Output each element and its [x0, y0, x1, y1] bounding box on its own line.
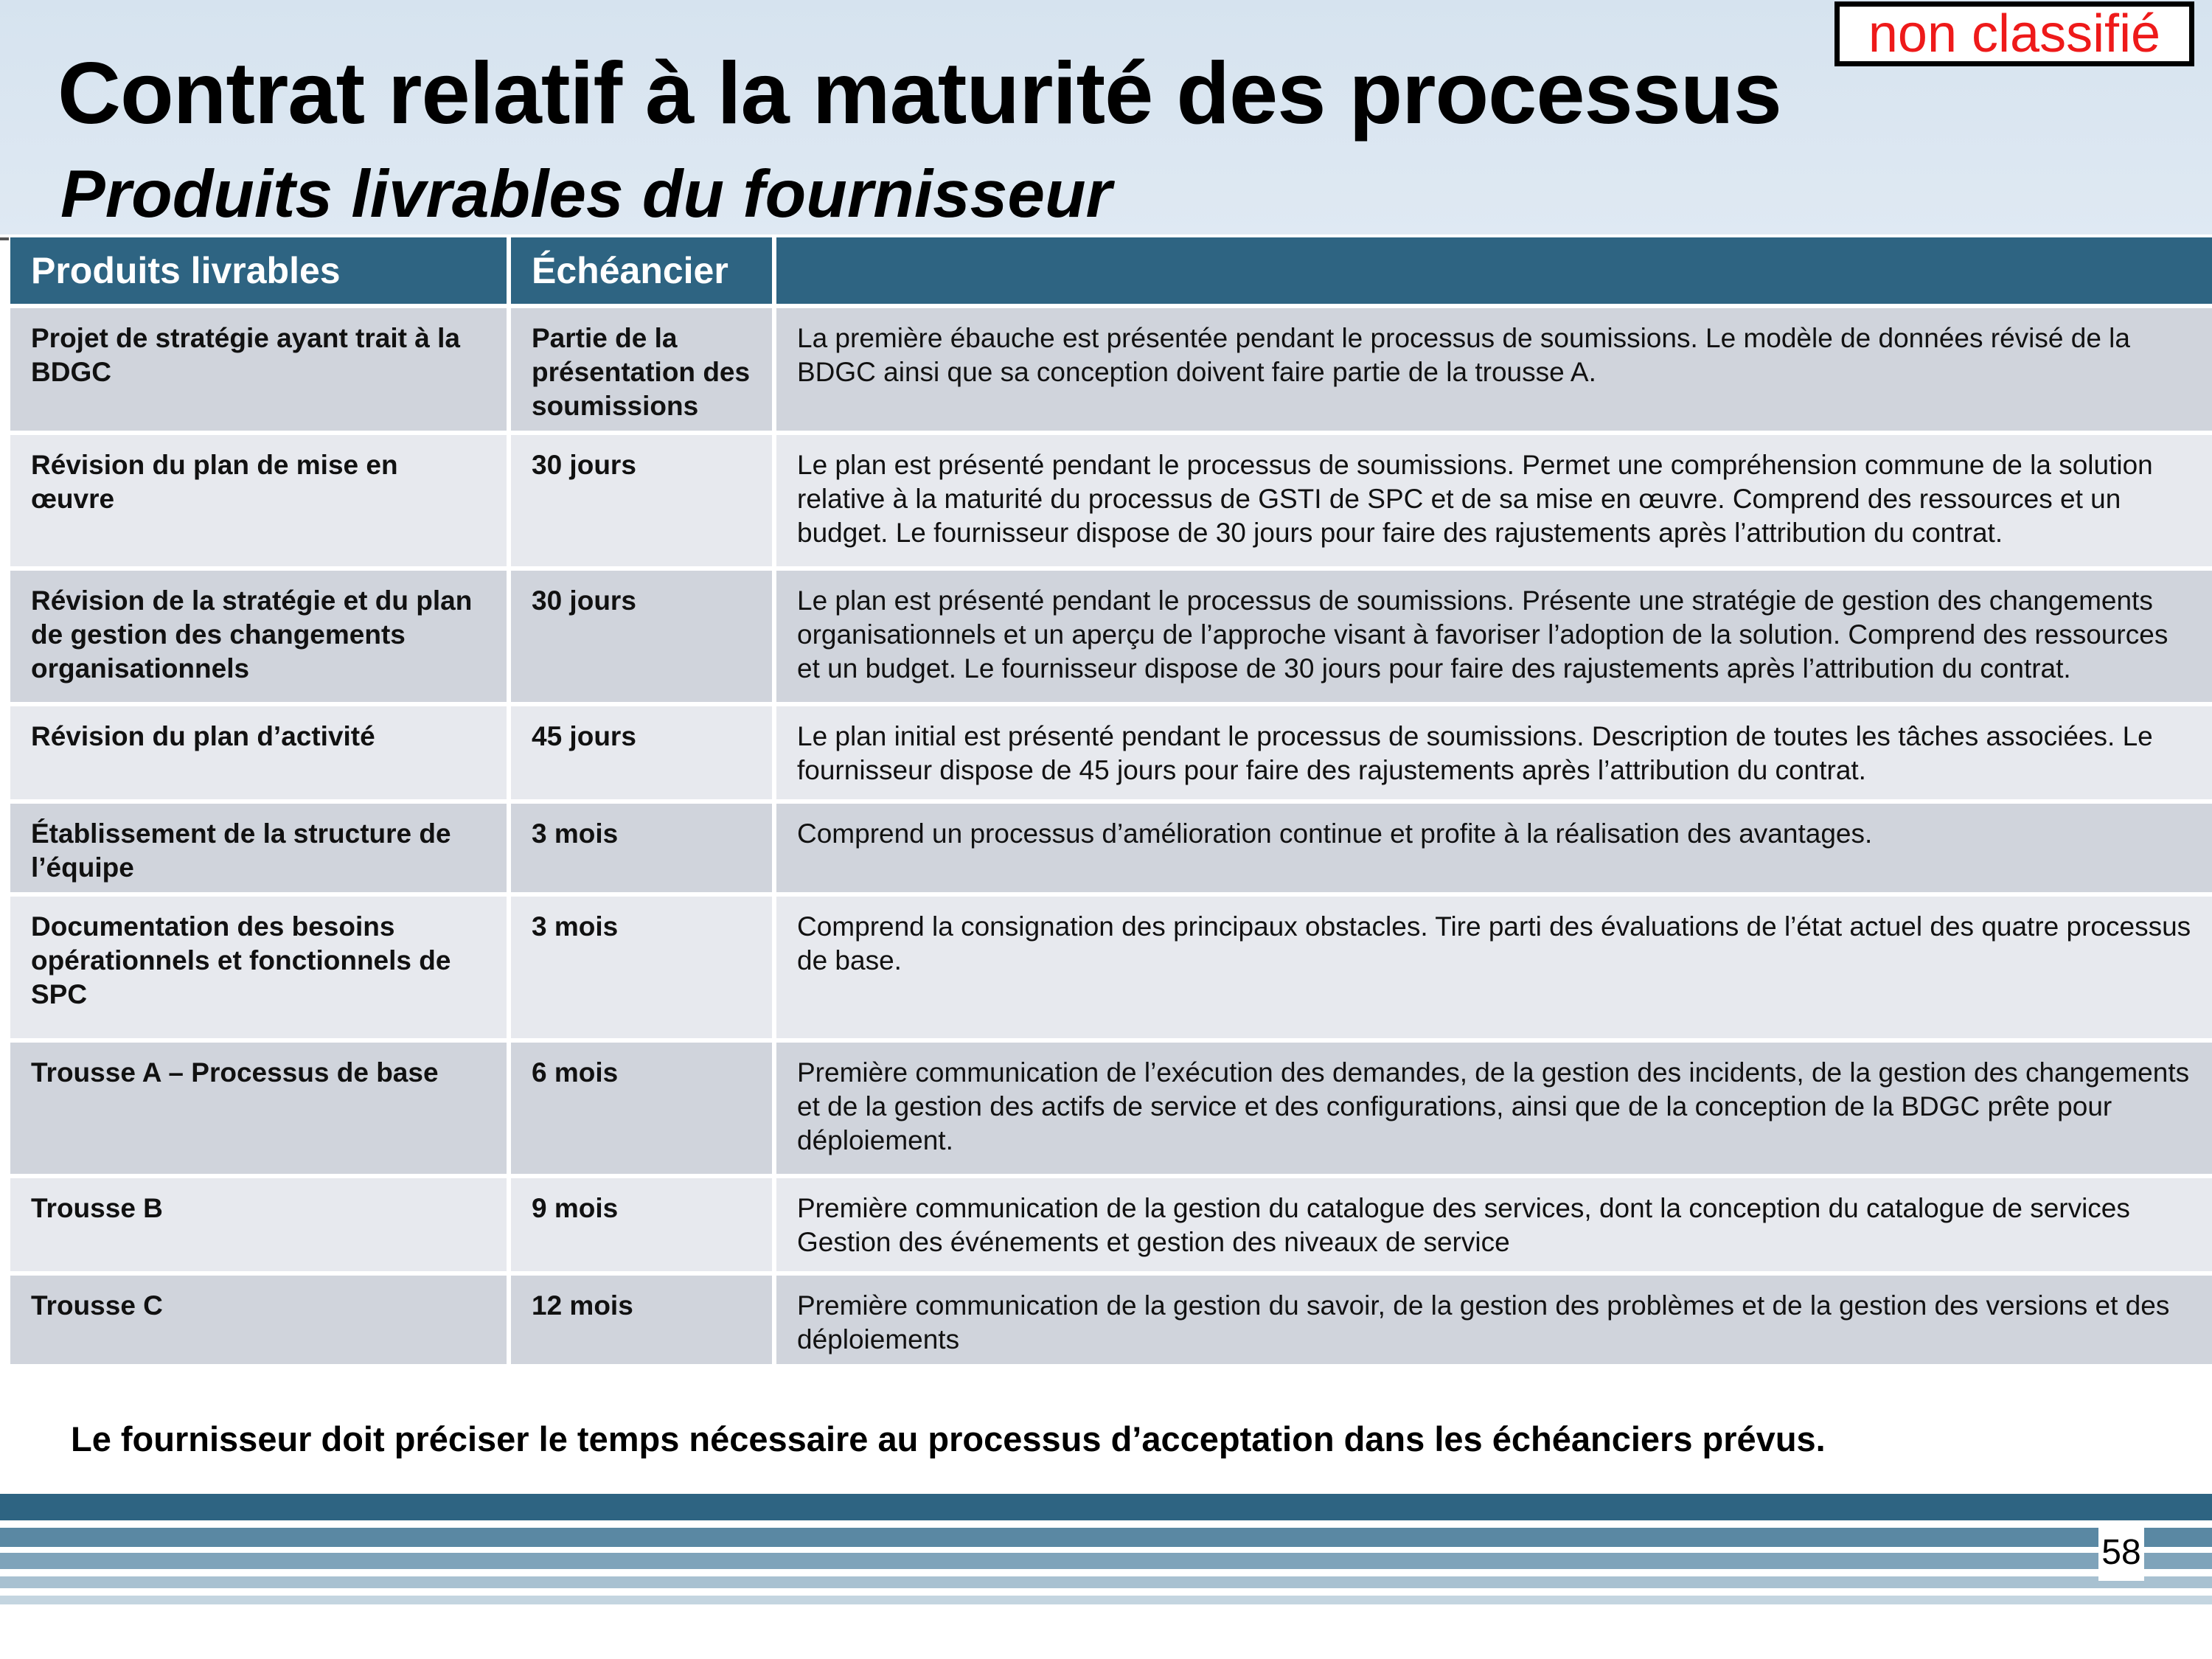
- footer-note: Le fournisseur doit préciser le temps nécessaire au processus d’acceptation dans les échéanciers prévus.: [71, 1419, 1826, 1458]
- deliverable-description: Première communication de l’exécution des demandes, de la gestion des incidents, de la gestion des changements et de la gestion des actifs de service et des configurations, ainsi que de la conception de la BDGC prête pour déploiement.: [774, 1040, 2212, 1176]
- deliverable-description: Comprend un processus d’amélioration continue et profite à la réalisation des avantages.: [774, 801, 2212, 894]
- table-row: [10, 433, 2212, 568]
- deliverable-description: Le plan est présenté pendant le processus de soumissions. Permet une compréhension commune de la solution relative à la maturité du processus de GSTI de SPC et de sa mise en œuvre. Comprend des ressources et un budget. Le fournisseur dispose de 30 jours pour faire des rajustements après l’attribution du contrat.: [774, 433, 2212, 568]
- deliverable-name: Révision du plan de mise en œuvre: [10, 433, 509, 568]
- footer-stripe-light: [0, 1553, 2212, 1569]
- table-header-row: [10, 237, 2212, 306]
- deliverable-description: Le plan initial est présenté pendant le processus de soumissions. Description de toutes les tâches associées. Le fournisseur dispose de 45 jours pour faire des rajustements après l’attribution du contrat.: [774, 704, 2212, 801]
- table-row: [10, 1176, 2212, 1273]
- deliverable-schedule: 12 mois: [509, 1273, 774, 1366]
- deliverable-name: Documentation des besoins opérationnels et fonctionnels de SPC: [10, 894, 509, 1040]
- deliverable-name: Projet de stratégie ayant trait à la BDGC: [10, 306, 509, 433]
- table-row: [10, 306, 2212, 433]
- header-deliverables: Produits livrables: [10, 237, 509, 306]
- table-row: [10, 1040, 2212, 1176]
- header-schedule: Échéancier: [509, 237, 774, 306]
- deliverable-schedule: 3 mois: [509, 894, 774, 1040]
- deliverables-table-container: [10, 237, 2212, 1368]
- deliverable-schedule: 30 jours: [509, 433, 774, 568]
- classification-badge: non classifié: [1834, 1, 2194, 66]
- table-row: [10, 801, 2212, 894]
- deliverable-schedule: 3 mois: [509, 801, 774, 894]
- deliverable-name: Trousse A – Processus de base: [10, 1040, 509, 1176]
- deliverable-schedule: 30 jours: [509, 568, 774, 704]
- page-title: Contrat relatif à la maturité des processus: [58, 44, 1781, 142]
- deliverable-description: Première communication de la gestion du savoir, de la gestion des problèmes et de la gestion des versions et des déploiements: [774, 1273, 2212, 1366]
- slide-edge-tick: [0, 237, 9, 240]
- deliverable-name: Trousse C: [10, 1273, 509, 1366]
- table-row: [10, 568, 2212, 704]
- table-row: [10, 704, 2212, 801]
- deliverable-name: Établissement de la structure de l’équipe: [10, 801, 509, 894]
- deliverable-schedule: Partie de la présentation des soumissions: [509, 306, 774, 433]
- footer-stripe-lightest: [0, 1596, 2212, 1604]
- deliverables-table: [10, 237, 2212, 1368]
- table-row: [10, 1273, 2212, 1366]
- deliverable-name: Révision de la stratégie et du plan de gestion des changements organisationnels: [10, 568, 509, 704]
- deliverable-schedule: 6 mois: [509, 1040, 774, 1176]
- deliverable-name: Révision du plan d’activité: [10, 704, 509, 801]
- deliverable-description: Le plan est présenté pendant le processus de soumissions. Présente une stratégie de gestion des changements organisationnels et un aperçu de l’approche visant à favoriser l’adoption de la solution. Comprend des ressources et un budget. Le fournisseur dispose de 30 jours pour faire des rajustements après l’attribution du contrat.: [774, 568, 2212, 704]
- table-row: [10, 894, 2212, 1040]
- deliverable-schedule: 9 mois: [509, 1176, 774, 1273]
- deliverable-description: Première communication de la gestion du catalogue des services, dont la conception du catalogue de services Gestion des événements et gestion des niveaux de service: [774, 1176, 2212, 1273]
- deliverable-schedule: 45 jours: [509, 704, 774, 801]
- footer-stripe-lighter: [0, 1576, 2212, 1588]
- deliverable-description: Comprend la consignation des principaux obstacles. Tire parti des évaluations de l’état actuel des quatre processus de base.: [774, 894, 2212, 1040]
- page-subtitle: Produits livrables du fournisseur: [60, 157, 1112, 232]
- deliverable-name: Trousse B: [10, 1176, 509, 1273]
- header-description: [774, 237, 2212, 306]
- page-number: 58: [2098, 1525, 2144, 1581]
- footer-stripe-medium: [0, 1528, 2212, 1547]
- deliverable-description: La première ébauche est présentée pendant le processus de soumissions. Le modèle de données révisé de la BDGC ainsi que sa conception doivent faire partie de la trousse A.: [774, 306, 2212, 433]
- footer-stripe-dark: [0, 1494, 2212, 1520]
